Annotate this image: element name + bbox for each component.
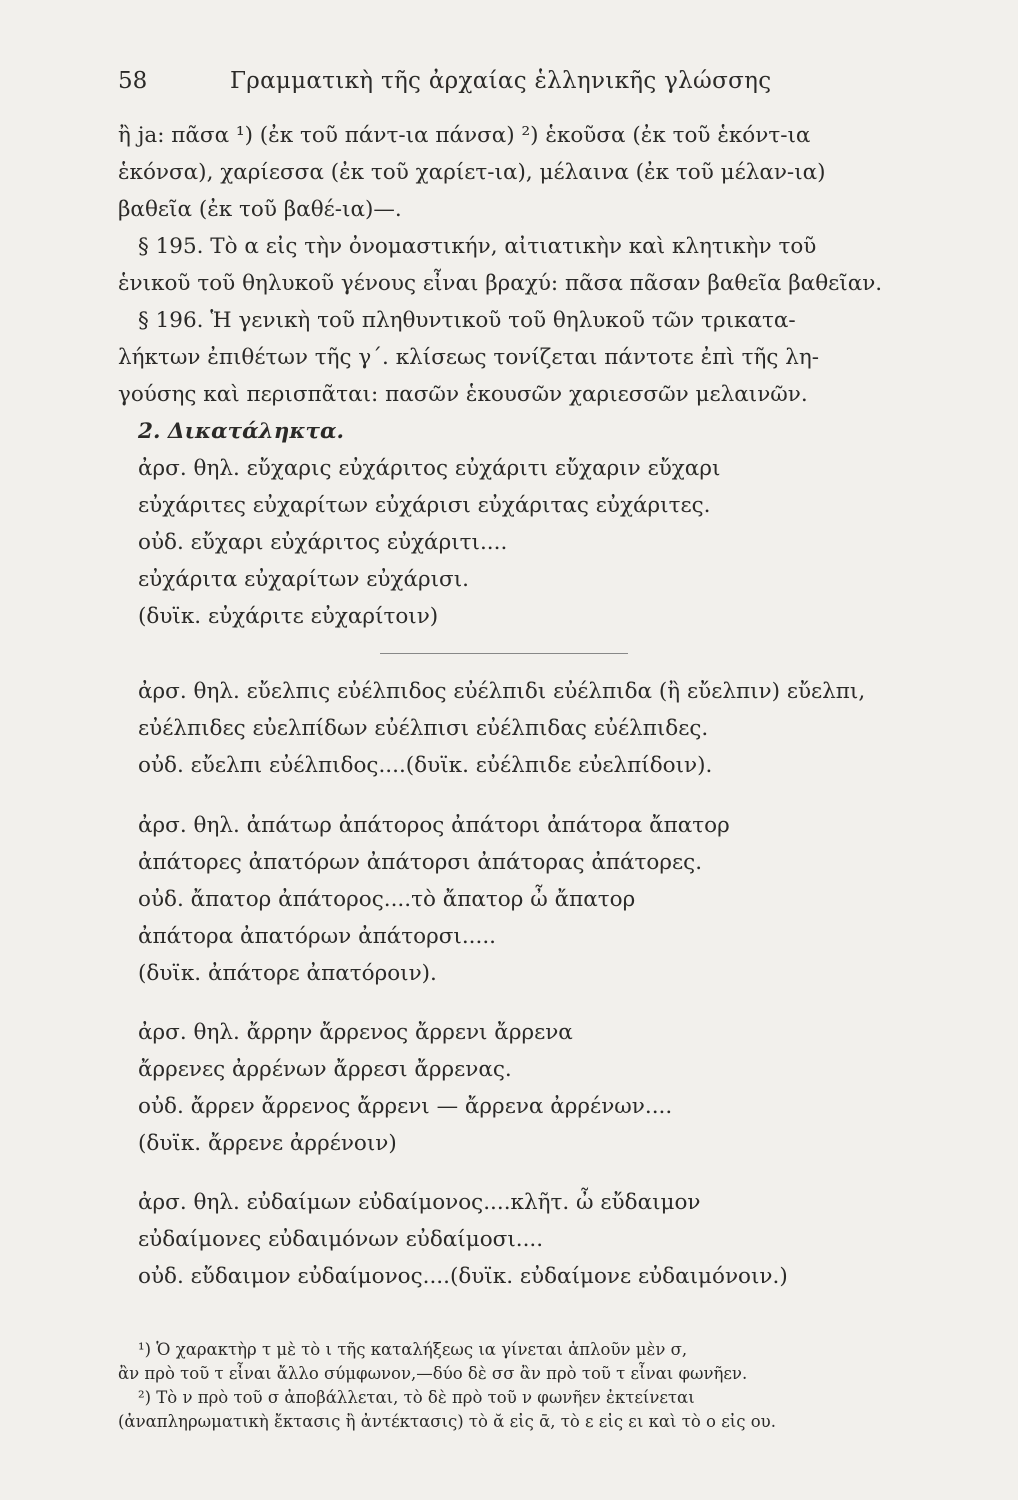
paradigm-line: (δυϊκ. ἀπάτορε ἀπατόροιν).: [138, 961, 437, 986]
paradigm-line: οὐδ. ἄρρεν ἄρρενος ἄρρενι — ἄρρενα ἀρρένων....: [138, 1094, 673, 1119]
paradigm-line: ἀπάτορες ἀπατόρων ἀπάτορσι ἀπάτορας ἀπάτορες.: [138, 850, 703, 875]
paradigm-line: εὐέλπιδες εὐελπίδων εὐέλπισι εὐέλπιδας εὐέλπιδες.: [138, 716, 709, 741]
footnote-line: (ἀναπληρωματικὴ ἔκτασις ἢ ἀντέκτασις) τὸ ᾰ εἰς ᾱ, τὸ ε εἰς ει καὶ τὸ ο εἰς ου.: [118, 1412, 776, 1431]
section-195: § 195. Τὸ α εἰς τὴν ὀνομαστικήν, αἰτιατικὴν καὶ κλητικὴν τοῦ: [138, 234, 817, 259]
paradigm-line: (δυϊκ. εὐχάριτε εὐχαρίτοιν): [138, 604, 439, 629]
paradigm-line: (δυϊκ. ἄρρενε ἀρρένοιν): [138, 1131, 397, 1156]
paradigm-line: εὐχάριτες εὐχαρίτων εὐχάρισι εὐχάριτας εὐχάριτες.: [138, 493, 711, 518]
paradigm-line: ἀρσ. θηλ. εὔελπις εὐέλπιδος εὐέλπιδι εὐέλπιδα (ἢ εὔελπιν) εὔελπι,: [138, 679, 866, 704]
page-number: 58: [118, 68, 148, 94]
section-196: § 196. Ἡ γενικὴ τοῦ πληθυντικοῦ τοῦ θηλυκοῦ τῶν τρικατα-: [138, 308, 796, 333]
paradigm-line: εὐχάριτα εὐχαρίτων εὐχάρισι.: [138, 567, 469, 592]
footnote-2: ²) Τὸ ν πρὸ τοῦ σ ἀποβάλλεται, τὸ δὲ πρὸ τοῦ ν φωνῆεν ἐκτείνεται: [138, 1388, 695, 1407]
divider: [380, 653, 628, 654]
paradigm-line: οὐδ. εὔδαιμον εὐδαίμονος....(δυϊκ. εὐδαίμονε εὐδαιμόνοιν.): [138, 1264, 788, 1289]
text-line: βαθεῖα (ἐκ τοῦ βαθέ-ια)—.: [118, 197, 402, 222]
page-header: [118, 68, 918, 108]
paradigm-line: οὐδ. εὔχαρι εὐχάριτος εὐχάριτι....: [138, 530, 508, 555]
footnote-line: ἂν πρὸ τοῦ τ εἶναι ἄλλο σύμφωνον,—δύο δὲ σσ ἂν πρὸ τοῦ τ εἶναι φωνῆεν.: [118, 1364, 748, 1383]
text-line: λήκτων ἐπιθέτων τῆς γ΄. κλίσεως τονίζεται πάντοτε ἐπὶ τῆς λη-: [118, 345, 820, 370]
paradigm-line: εὐδαίμονες εὐδαιμόνων εὐδαίμοσι....: [138, 1227, 544, 1252]
text-line: ἑνικοῦ τοῦ θηλυκοῦ γένους εἶναι βραχύ: πᾶσα πᾶσαν βαθεῖα βαθεῖαν.: [118, 271, 883, 296]
section-heading: 2. Δικατάληκτα.: [138, 419, 345, 444]
text-line: ἑκόνσα), χαρίεσσα (ἐκ τοῦ χαρίετ-ια), μέλαινα (ἐκ τοῦ μέλαν-ια): [118, 160, 826, 185]
text-line: γούσης καὶ περισπᾶται: πασῶν ἑκουσῶν χαριεσσῶν μελαινῶν.: [118, 382, 808, 407]
footnote-1: ¹) Ὁ χαρακτὴρ τ μὲ τὸ ι τῆς καταλήξεως ια γίνεται ἁπλοῦν μὲν σ,: [138, 1340, 688, 1359]
paradigm-line: ἀρσ. θηλ. εὔχαρις εὐχάριτος εὐχάριτι εὔχαριν εὔχαρι: [138, 456, 721, 481]
text-line: ἢ ja: πᾶσα ¹) (ἐκ τοῦ πάντ-ια πάνσα) ²) ἑκοῦσα (ἐκ τοῦ ἑκόντ-ια: [118, 123, 811, 148]
paradigm-line: ἀρσ. θηλ. εὐδαίμων εὐδαίμονος....κλῆτ. ὦ εὔδαιμον: [138, 1190, 701, 1215]
paradigm-line: οὐδ. ἄπατορ ἀπάτορος....τὸ ἄπατορ ὦ ἄπατορ: [138, 887, 636, 912]
running-title: Γραμματικὴ τῆς ἀρχαίας ἑλληνικῆς γλώσσης: [230, 68, 772, 94]
paradigm-line: ἀρσ. θηλ. ἄρρην ἄρρενος ἄρρενι ἄρρενα: [138, 1020, 573, 1045]
paradigm-line: ἄρρενες ἀρρένων ἄρρεσι ἄρρενας.: [138, 1057, 512, 1082]
paradigm-line: ἀπάτορα ἀπατόρων ἀπάτορσι.....: [138, 924, 497, 949]
paradigm-line: οὐδ. εὔελπι εὐέλπιδος....(δυϊκ. εὐέλπιδε εὐελπίδοιν).: [138, 753, 713, 778]
paradigm-line: ἀρσ. θηλ. ἀπάτωρ ἀπάτορος ἀπάτορι ἀπάτορα ἄπατορ: [138, 813, 730, 838]
